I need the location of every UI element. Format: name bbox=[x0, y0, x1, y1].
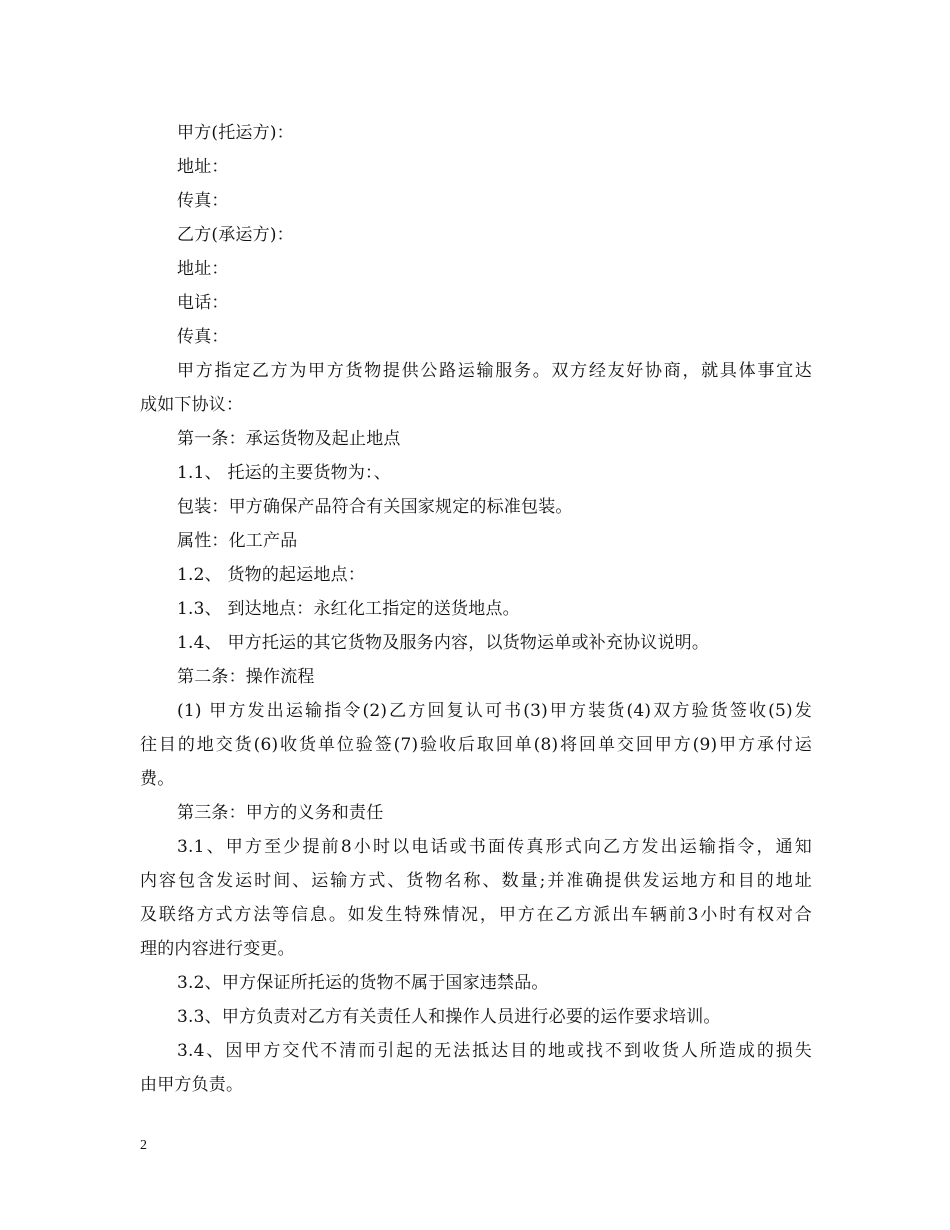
party-b-address-label: 地址： bbox=[177, 259, 229, 279]
clause-3-1-line: 3.1、甲方至少提前8小时以电话或书面传真形式向乙方发出运输指令，通知 bbox=[177, 837, 812, 857]
intro-paragraph-line: 成如下协议： bbox=[140, 395, 244, 415]
process-paragraph-line: (1) 甲方发出运输指令(2)乙方回复认可书(3)甲方装货(4)双方验货签收(5)发 bbox=[177, 701, 812, 721]
clause-1-2: 1.2、 货物的起运地点： bbox=[177, 565, 366, 585]
page-number: 2 bbox=[140, 1138, 147, 1153]
party-b-phone-label: 电话： bbox=[177, 293, 229, 313]
article-2-heading: 第二条：操作流程 bbox=[177, 667, 315, 687]
clause-1-1: 1.1、 托运的主要货物为：、 bbox=[177, 463, 391, 483]
packaging-clause: 包装：甲方确保产品符合有关国家规定的标准包装。 bbox=[177, 497, 573, 517]
intro-paragraph-line: 甲方指定乙方为甲方货物提供公路运输服务。双方经友好协商，就具体事宜达 bbox=[177, 361, 812, 381]
clause-3-4-line: 由甲方负责。 bbox=[140, 1075, 244, 1095]
clause-3-1-line: 内容包含发运时间、运输方式、货物名称、数量;并准确提供发运地方和目的地址 bbox=[140, 871, 812, 891]
clause-1-4: 1.4、 甲方托运的其它货物及服务内容，以货物运单或补充协议说明。 bbox=[177, 633, 710, 653]
party-a-label: 甲方(托运方)： bbox=[177, 123, 294, 143]
document-body bbox=[140, 116, 812, 1102]
clause-3-4-line: 3.4、因甲方交代不清而引起的无法抵达目的地或找不到收货人所造成的损失 bbox=[177, 1041, 812, 1061]
process-paragraph-line: 往目的地交货(6)收货单位验签(7)验收后取回单(8)将回单交回甲方(9)甲方承付运 bbox=[140, 735, 812, 755]
property-clause: 属性：化工产品 bbox=[177, 531, 298, 551]
clause-3-1-line: 及联络方式方法等信息。如发生特殊情况，甲方在乙方派出车辆前3小时有权对合 bbox=[140, 905, 812, 925]
clause-3-3: 3.3、甲方负责对乙方有关责任人和操作人员进行必要的运作要求培训。 bbox=[177, 1007, 721, 1027]
party-a-fax-label: 传真： bbox=[177, 191, 229, 211]
party-a-address-label: 地址： bbox=[177, 157, 229, 177]
party-b-fax-label: 传真： bbox=[177, 327, 229, 347]
clause-1-3: 1.3、 到达地点：永红化工指定的送货地点。 bbox=[177, 599, 520, 619]
party-b-label: 乙方(承运方)： bbox=[177, 225, 294, 245]
clause-3-1-line: 理的内容进行变更。 bbox=[140, 939, 295, 959]
article-1-heading: 第一条：承运货物及起止地点 bbox=[177, 429, 401, 449]
process-paragraph-line: 费。 bbox=[140, 769, 175, 789]
article-3-heading: 第三条：甲方的义务和责任 bbox=[177, 803, 384, 823]
clause-3-2: 3.2、甲方保证所托运的货物不属于国家违禁品。 bbox=[177, 973, 549, 993]
